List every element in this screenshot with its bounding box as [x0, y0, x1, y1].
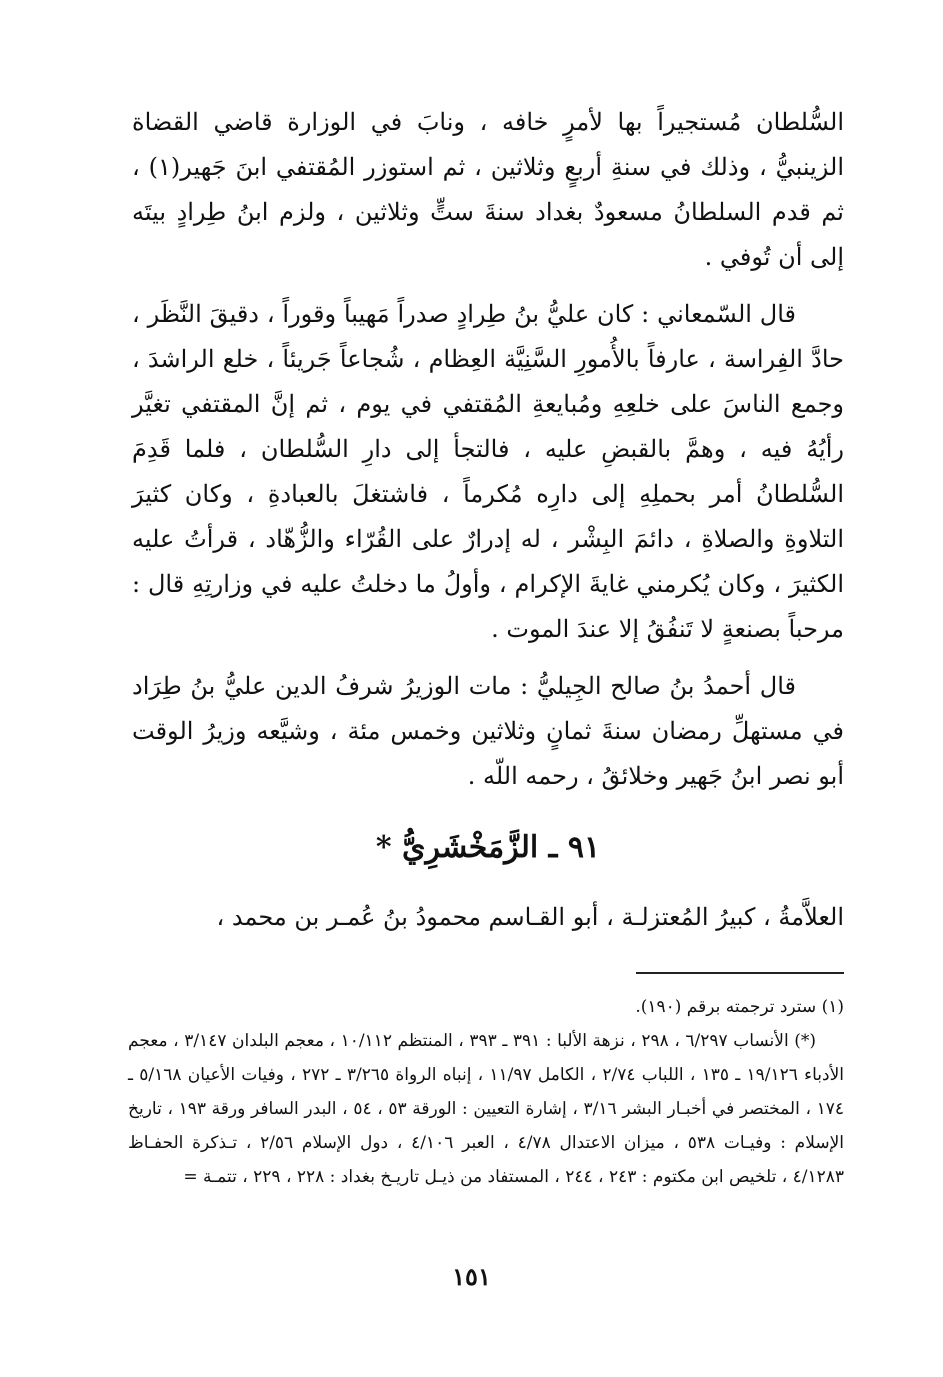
paragraph-1: السُّلطان مُستجيراً بها لأمرٍ خافه ، ونابَ في الوزارة قاضي القضاة الزينبيُّ ، وذلك في سنةِ أربعٍ وثلاثين ، ثم استوزر المُقتفي ابنَ جَهير(١) ، ثم قدم السلطانُ مسعودٌ بغداد سنةَ ستٍّ وثلاثين ، ولزم ابنُ طِرادٍ بيتَه إلى أن تُوفي .: [132, 108, 844, 271]
footnote-2: (*) الأنساب ٦/٢٩٧ ، ٢٩٨ ، نزهة الألبا : ٣٩١ ـ ٣٩٣ ، المنتظم ١٠/١١٢ ، معجم البلدان ٣/١٤٧ ، معجم الأدباء ١٩/١٢٦ ـ ١٣٥ ، اللباب ٢/٧٤ ، الكامل ١١/٩٧ ، إنباه الرواة ٣/٢٦٥ ـ ٢٧٢ ، وفيات الأعيان ٥/١٦٨ ـ ١٧٤ ، المختصر في أخبـار البشر ٣/١٦ ، إشارة التعيين : الورقة ٥٣ ، ٥٤ ، البدر السافر ورقة ١٩٣ ، تاريخ الإسلام : وفيـات ٥٣٨ ، ميزان الاعتدال ٤/٧٨ ، العبر ٤/١٠٦ ، دول الإسلام ٢/٥٦ ، تـذكرة الحفـاظ ٤/١٢٨٣ ، تلخيص ابن مكتوم : ٢٤٣ ، ٢٤٤ ، المستفاد من ذيـل تاريـخ بغداد : ٢٢٨ ، ٢٢٩ ، تتمـة =: [128, 1031, 844, 1187]
footnote-divider: [636, 972, 844, 974]
paragraph-2: قال السّمعاني : كان عليُّ بنُ طِرادٍ صدراً مَهيباً وقوراً ، دقيقَ النَّظَر ، حادَّ الفِراسة ، عارفاً بالأُمورِ السَّنِيَّة العِظام ، شُجاعاً جَريئاً ، خلع الراشدَ ، وجمع الناسَ على خلعِهِ ومُبايعةِ المُقتفي في يوم ، ثم إنَّ المقتفي تغيَّر رأيُهُ فيه ، وهمَّ بالقبضِ عليه ، فالتجأ إلى دارِ السُّلطان ، فلما قَدِمَ السُّلطانُ أمر بحملِهِ إلى دارِه مُكرماً ، فاشتغلَ بالعبادةِ ، وكان كثيرَ التلاوةِ والصلاةِ ، دائمَ البِشْر ، له إدرارٌ على القُرّاء والزُّهّاد ، قرأتُ عليه الكثيرَ ، وكان يُكرمني غايةَ الإكرام ، وأولُ ما دخلتُ عليه في وزارتِهِ قال : مرحباً بصنعةٍ لا تَنفُقُ إلا عندَ الموت .: [132, 300, 844, 643]
footnote-1: (١) سترد ترجمته برقم (١٩٠).: [635, 997, 844, 1017]
main-text: [132, 100, 844, 799]
bio-paragraph: العلاَّمةُ ، كبيرُ المُعتزلـة ، أبو القـاسم محمودُ بنُ عُمـر بن محمد ،: [216, 903, 844, 931]
bio-text: [132, 895, 844, 940]
entry-heading: ٩١ ـ الزَّمَخْشَرِيُّ *: [375, 830, 601, 865]
page-number: ١٥١: [452, 1262, 491, 1291]
paragraph-3: قال أحمدُ بنُ صالح الجِيليُّ : مات الوزيرُ شرفُ الدين عليُّ بنُ طِرَاد في مستهلِّ رمضان سنةَ ثمانٍ وثلاثين وخمس مئة ، وشيَّعه وزيرُ الوقت أبو نصر ابنُ جَهير وخلائقُ ، رحمه اللّه .: [132, 672, 845, 790]
footnotes: [128, 990, 844, 1194]
